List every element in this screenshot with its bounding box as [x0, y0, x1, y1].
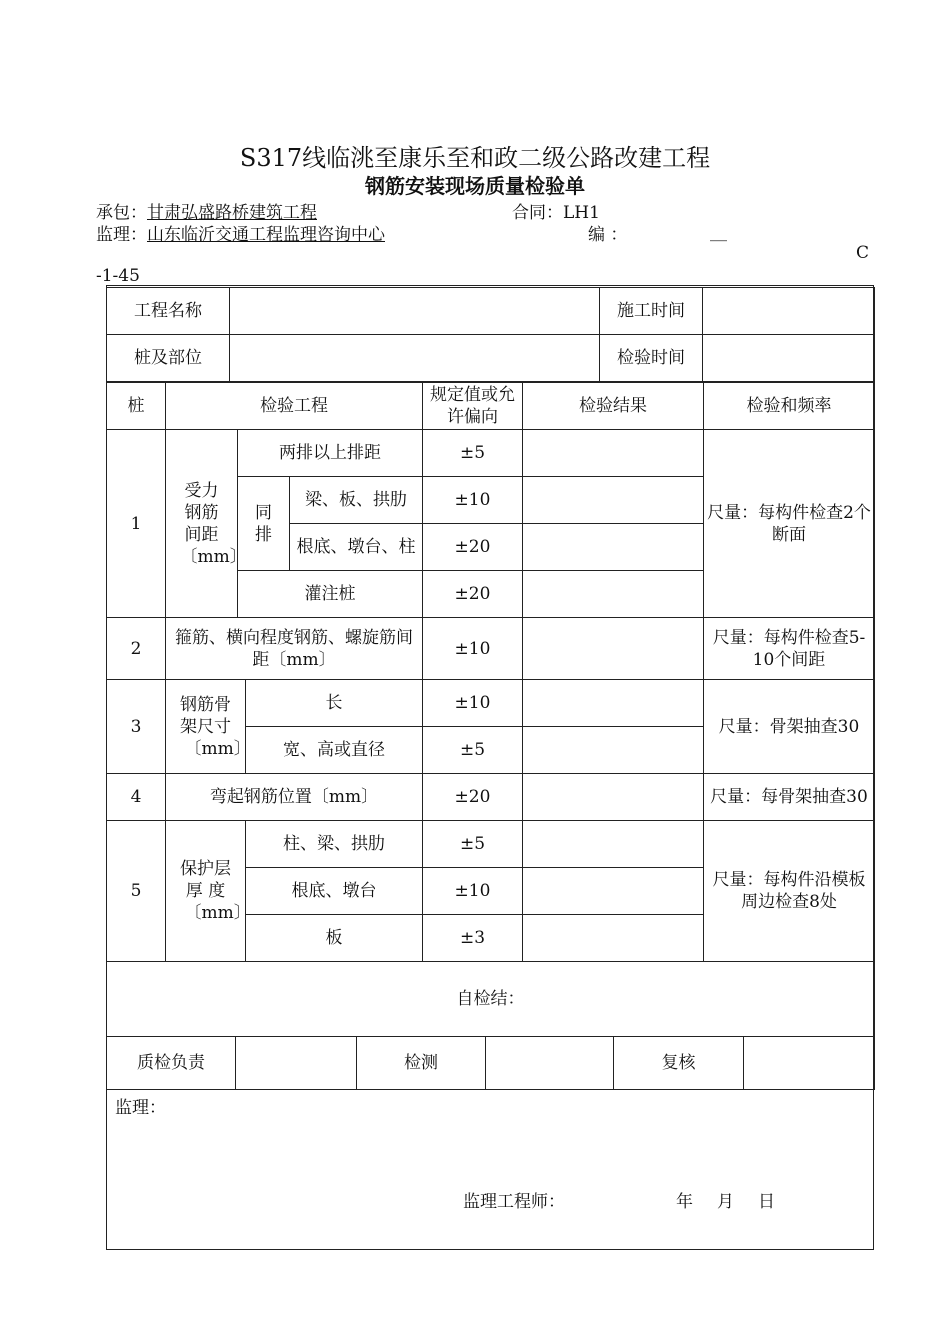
document-subtitle: 钢筋安装现场质量检验单 — [365, 174, 585, 198]
row2-no: 2 — [107, 618, 166, 680]
row1-group-unit: 〔mm〕 — [180, 546, 247, 567]
row1-same-row-label: 同排 — [238, 477, 290, 571]
construction-time-label: 施工时间 — [600, 288, 703, 335]
row1d-item: 灌注桩 — [238, 571, 423, 618]
self-check-field[interactable] — [107, 962, 875, 1037]
self-check-label: 自检结： — [456, 989, 525, 1009]
row1d-result[interactable] — [523, 571, 704, 618]
row3-group-label: 钢筋骨架尺寸 — [180, 694, 231, 737]
row5-group-label: 保护层厚 度 — [180, 859, 231, 901]
supervisor-name: 山东临沂交通工程监理咨询中心 — [147, 225, 385, 245]
row5a-result[interactable] — [523, 821, 704, 868]
station-field[interactable] — [230, 335, 600, 382]
test-signature-field[interactable] — [486, 1037, 614, 1090]
row5-no: 5 — [107, 821, 166, 962]
row1a-result[interactable] — [523, 430, 704, 477]
col-header-item: 检验工程 — [166, 383, 423, 430]
inspection-time-label: 检验时间 — [600, 335, 703, 382]
row3-group — [166, 680, 251, 774]
row1c-allowance: ±20 — [423, 524, 523, 571]
row3a-result[interactable] — [523, 680, 704, 727]
row1a-item: 两排以上排距 — [238, 430, 423, 477]
row3-method: 尺量：骨架抽查30 — [704, 680, 875, 774]
row5c-item: 板 — [246, 915, 423, 962]
row4-allowance: ±20 — [423, 774, 523, 821]
row4-method: 尺量：每骨架抽查30 — [704, 774, 875, 821]
row3b-result[interactable] — [523, 727, 704, 774]
inspection-table-top — [106, 382, 875, 680]
row1-method: 尺量：每构件检查2个断面 — [704, 430, 875, 618]
code-blank: __ — [710, 222, 727, 242]
row2-method: 尺量：每构件检查5-10个间距 — [704, 618, 875, 680]
row1b-item: 梁、板、拱肋 — [290, 477, 423, 524]
row4-no: 4 — [107, 774, 166, 821]
code-number: -1-45 — [96, 266, 140, 286]
row3b-allowance: ±5 — [423, 727, 523, 774]
day-label: 日 — [758, 1192, 775, 1212]
code-prefix: C — [856, 243, 870, 263]
row1c-result[interactable] — [523, 524, 704, 571]
row5c-result[interactable] — [523, 915, 704, 962]
row1a-allowance: ±5 — [423, 430, 523, 477]
row1c-item: 根底、墩台、柱 — [290, 524, 423, 571]
contract-value: LH1 — [563, 203, 600, 223]
test-label: 检测 — [357, 1037, 486, 1090]
row1-group-label: 受力钢筋间距 — [184, 480, 219, 545]
review-signature-field[interactable] — [744, 1037, 875, 1090]
supervision-box[interactable] — [106, 1089, 874, 1250]
construction-time-field[interactable] — [703, 288, 875, 335]
col-header-allowance: 规定值或允许偏向 — [423, 383, 523, 430]
supervisor-line — [96, 220, 385, 245]
qc-signature-field[interactable] — [236, 1037, 357, 1090]
row2-item: 箍筋、横向程度钢筋、螺旋筋间距〔mm〕 — [166, 618, 423, 680]
qc-label: 质检负责 — [107, 1037, 236, 1090]
project-name-field[interactable] — [230, 288, 600, 335]
month-label: 月 — [717, 1192, 734, 1212]
row3a-item: 长 — [246, 680, 423, 727]
engineer-label: 监理工程师： — [463, 1192, 565, 1212]
row1b-result[interactable] — [523, 477, 704, 524]
station-label: 桩及部位 — [107, 335, 230, 382]
project-name-label: 工程名称 — [107, 288, 230, 335]
year-label: 年 — [676, 1192, 693, 1212]
contractor-name: 甘肃弘盛路桥建筑工程 — [147, 203, 317, 223]
row2-allowance: ±10 — [423, 618, 523, 680]
row5b-result[interactable] — [523, 868, 704, 915]
col-header-result: 检验结果 — [523, 383, 704, 430]
contract-label: 合同： — [512, 203, 563, 223]
row5a-item: 柱、梁、拱肋 — [246, 821, 423, 868]
supervision-label: 监理： — [115, 1098, 166, 1118]
row3-group-unit: 〔mm〕 — [184, 738, 251, 759]
signature-table — [106, 961, 875, 1090]
code-label: 编 ： — [588, 225, 628, 245]
row5b-allowance: ±10 — [423, 868, 523, 915]
row1d-allowance: ±20 — [423, 571, 523, 618]
row5b-item: 根底、墩台 — [246, 868, 423, 915]
contract-line — [512, 198, 600, 223]
row1-no: 1 — [107, 430, 166, 618]
row2-result[interactable] — [523, 618, 704, 680]
row3a-allowance: ±10 — [423, 680, 523, 727]
document-title: S317线临洮至康乐至和政二级公路改建工程 — [239, 144, 711, 172]
review-label: 复核 — [614, 1037, 744, 1090]
row5a-allowance: ±5 — [423, 821, 523, 868]
row5-method: 尺量：每构件沿模板周边检查8处 — [704, 821, 875, 962]
row4-result[interactable] — [523, 774, 704, 821]
inspection-table-bottom — [106, 679, 875, 962]
row5-group-unit: 〔mm〕 — [184, 903, 251, 923]
project-info-table — [106, 287, 875, 382]
col-header-no: 桩 — [107, 383, 166, 430]
row5-group — [166, 821, 251, 962]
row5c-allowance: ±3 — [423, 915, 523, 962]
row1-group — [166, 430, 247, 618]
col-header-method: 检验和频率 — [704, 383, 875, 430]
contractor-label: 承包： — [96, 203, 147, 223]
supervisor-label: 监理： — [96, 225, 147, 245]
inspection-time-field[interactable] — [703, 335, 875, 382]
row3-no: 3 — [107, 680, 166, 774]
row4-item: 弯起钢筋位置〔mm〕 — [166, 774, 423, 821]
row3b-item: 宽、高或直径 — [246, 727, 423, 774]
row1b-allowance: ±10 — [423, 477, 523, 524]
